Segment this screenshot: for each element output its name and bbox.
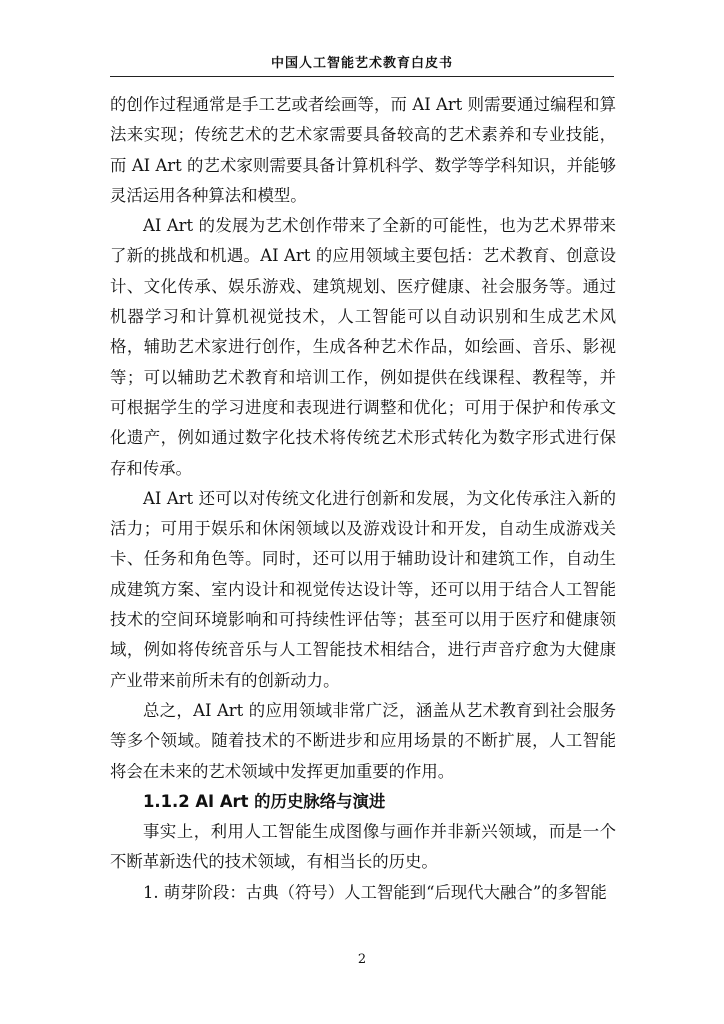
body-paragraph: AI Art 还可以对传统文化进行创新和发展，为文化传承注入新的活力；可用于娱乐和休闲领域以及游戏设计和开发，自动生成游戏关卡、任务和角色等。同时，还可以用于辅助设计和建筑工作，自动生成建筑方案、室内设计和视觉传达设计等，还可以用于结合人工智能技术的空间环境影响和可持续性评估等；甚至可以用于医疗和健康领域，例如将传统音乐与人工智能技术相结合，进行声音疗愈为大健康产业带来前所未有的创新动力。 <box>110 488 616 690</box>
section-heading: 1.1.2 AI Art 的历史脉络与演进 <box>143 791 386 811</box>
header-divider <box>110 76 614 77</box>
page-number: 2 <box>357 952 367 967</box>
body-paragraph: AI Art 的发展为艺术创作带来了全新的可能性，也为艺术界带来了新的挑战和机遇。AI Art 的应用领域主要包括：艺术教育、创意设计、文化传承、娱乐游戏、建筑规划、医疗健康、社会服务等。通过机器学习和计算机视觉技术，人工智能可以自动识别和生成艺术风格，辅助艺术家进行创作，生成各种艺术作品，如绘画、音乐、影视等；可以辅助艺术教育和培训工作，例如提供在线课程、教程等，并可根据学生的学习进度和表现进行调整和优化；可用于保护和传承文化遗产，例如通过数字化技术将传统艺术形式转化为数字形式进行保存和传承。 <box>110 216 616 478</box>
body-paragraph: 1. 萌芽阶段：古典（符号）人工智能到“后现代大融合”的多智能 <box>143 882 607 902</box>
body-paragraph: 的创作过程通常是手工艺或者绘画等，而 AI Art 则需要通过编程和算法来实现；传统艺术的艺术家需要具备较高的艺术素养和专业技能，而 AI Art 的艺术家则需要具备计算机科学、数学等学科知识，并能够灵活运用各种算法和模型。 <box>110 95 616 205</box>
running-header: 中国人工智能艺术教育白皮书 <box>270 56 453 71</box>
body-paragraph: 事实上，利用人工智能生成图像与画作并非新兴领域，而是一个不断革新迭代的技术领域，有相当长的历史。 <box>110 822 616 872</box>
body-paragraph: 总之，AI Art 的应用领域非常广泛，涵盖从艺术教育到社会服务等多个领域。随着技术的不断进步和应用场景的不断扩展，人工智能将会在未来的艺术领域中发挥更加重要的作用。 <box>110 700 616 781</box>
page-body <box>110 90 616 908</box>
